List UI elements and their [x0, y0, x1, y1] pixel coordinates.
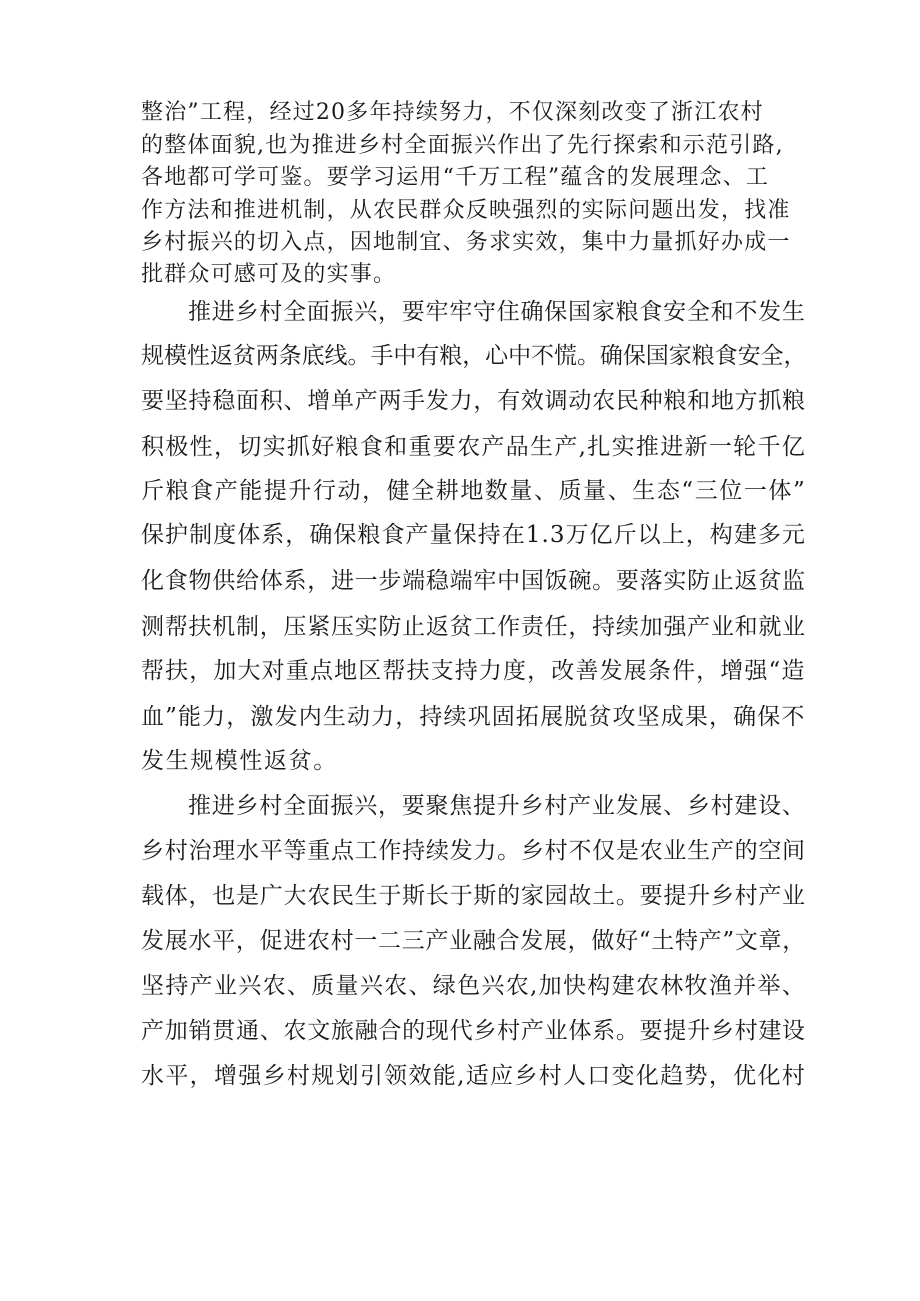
text-line: 整治”工程，经过20多年持续努力，不仅深刻改变了浙江农村 [141, 100, 764, 125]
text-line: 要坚持稳面积、增单产两手发力，有效调动农民种粮和地方抓粮 [141, 388, 806, 414]
text-line: 的整体面貌,也为推进乡村全面振兴作出了先行探索和示范引路, [141, 133, 784, 158]
text-line: 乡村振兴的切入点，因地制宜、务求实效，集中力量抓好办成一 [141, 230, 791, 255]
text-line: 测帮扶机制，压紧压实防止返贫工作责任，持续加强产业和就业 [141, 614, 806, 640]
text-line: 发展水平，促进农村一二三产业融合发展，做好“土特产”文章， [141, 928, 806, 954]
text-line: 保护制度体系，确保粮食产量保持在1.3万亿斤以上，构建多元 [141, 522, 806, 548]
text-line: 帮扶，加大对重点地区帮扶支持力度，改善发展条件，增强“造 [141, 658, 806, 684]
text-line: 血”能力，激发内生动力，持续巩固拓展脱贫攻坚成果，确保不 [141, 704, 806, 730]
text-line: 化食物供给体系，进一步端稳端牢中国饭碗。要落实防止返贫监 [141, 568, 806, 594]
text-line: 坚持产业兴农、质量兴农、绿色兴农,加快构建农林牧渔并举、 [141, 973, 807, 999]
text-line: 推进乡村全面振兴，要牢牢守住确保国家粮食安全和不发生 [188, 299, 806, 325]
text-line: 作方法和推进机制，从农民群众反映强烈的实际问题出发，找准 [141, 198, 791, 223]
text-line: 推进乡村全面振兴，要聚焦提升乡村产业发展、乡村建设、 [188, 793, 806, 819]
text-line: 规模性返贫两条底线。手中有粮，心中不慌。确保国家粮食安全， [141, 343, 807, 369]
text-line: 乡村治理水平等重点工作持续发力。乡村不仅是农业生产的空间 [141, 838, 806, 864]
text-line: 水平，增强乡村规划引领效能,适应乡村人口变化趋势，优化村 [141, 1063, 807, 1089]
text-line: 产加销贯通、农文旅融合的现代乡村产业体系。要提升乡村建设 [141, 1018, 806, 1044]
text-line: 斤粮食产能提升行动，健全耕地数量、质量、生态“三位一体” [141, 478, 807, 504]
text-line: 载体，也是广大农民生于斯长于斯的家园故土。要提升乡村产业 [141, 883, 806, 909]
text-line: 发生规模性返贫。 [141, 748, 338, 774]
text-line: 积极性，切实抓好粮食和重要农产品生产,扎实推进新一轮千亿 [141, 434, 807, 460]
text-line: 批群众可感可及的实事。 [141, 262, 397, 287]
text-line: 各地都可学可鉴。要学习运用“千万工程”蕴含的发展理念、工 [141, 165, 770, 190]
